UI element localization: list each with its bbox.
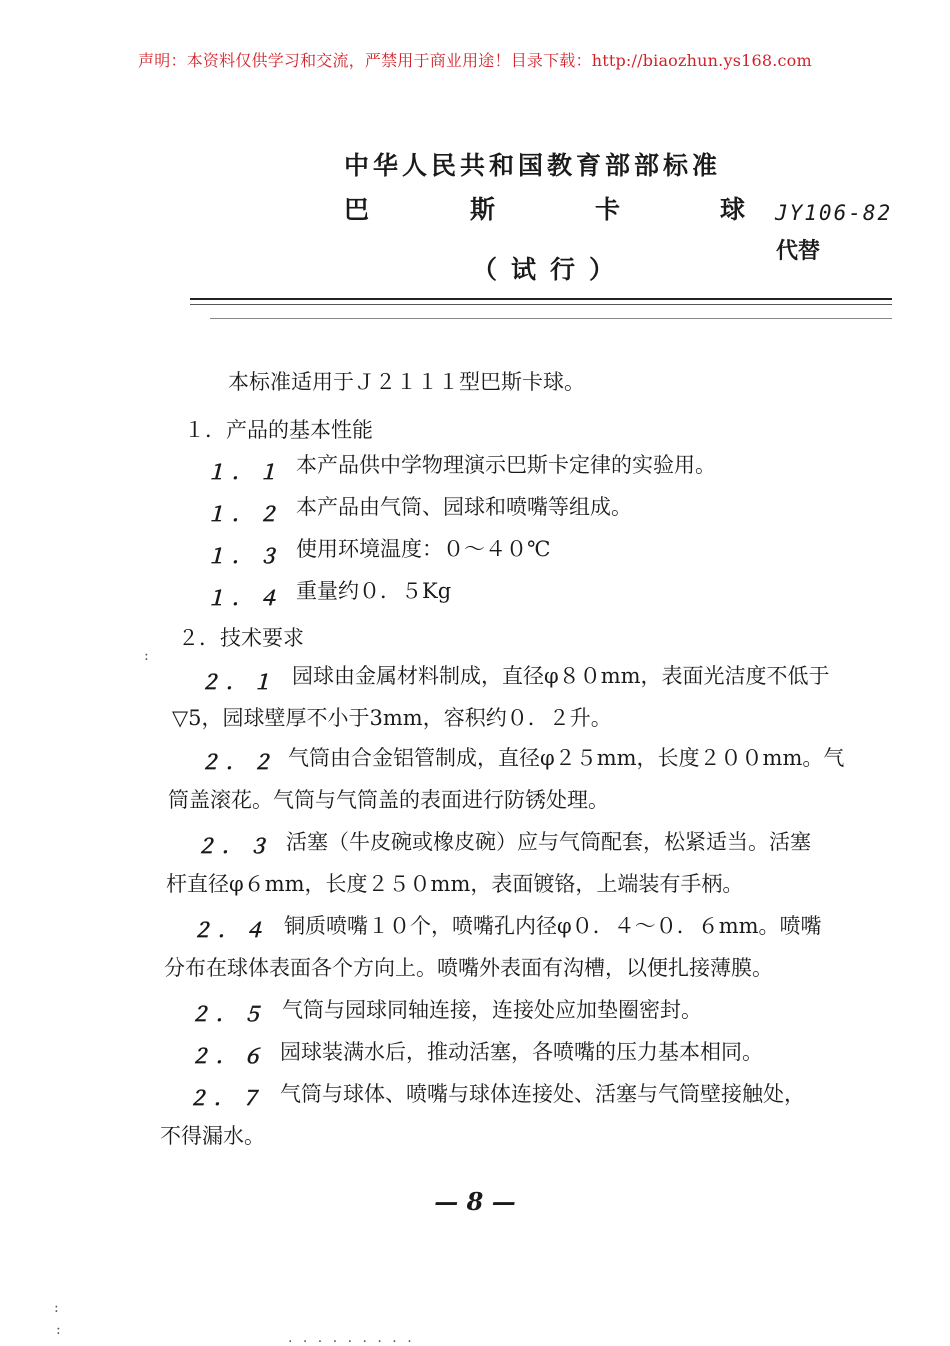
margin-mark: : bbox=[144, 648, 152, 664]
page-number: — 8 — bbox=[434, 1187, 516, 1216]
clause-1-1: 本产品供中学物理演示巴斯卡定律的实验用。 bbox=[296, 453, 716, 477]
clause-2-3-line2: 杆直径φ６mm，长度２５０mm，表面镀铬，上端装有手柄。 bbox=[166, 872, 744, 896]
clause-number: ２．２ bbox=[200, 750, 278, 774]
title-char: 巴 bbox=[344, 195, 370, 224]
clause-1-4: 重量约０．５Kg bbox=[296, 579, 452, 603]
clause-number: １．４ bbox=[206, 586, 284, 610]
section-2-title: ２．技术要求 bbox=[178, 626, 304, 650]
title-char: 斯 bbox=[470, 195, 496, 224]
clause-2-2-line2: 筒盖滚花。气筒与气筒盖的表面进行防锈处理。 bbox=[168, 788, 609, 812]
header-rule bbox=[190, 298, 892, 300]
clause-2-4-line2: 分布在球体表面各个方向上。喷嘴外表面有沟槽，以便扎接薄膜。 bbox=[164, 956, 773, 980]
scan-artifact: : bbox=[54, 1300, 62, 1316]
title-char: 球 bbox=[720, 195, 746, 224]
clause-number: １．２ bbox=[206, 502, 284, 526]
clause-number: １．１ bbox=[206, 460, 284, 484]
intro-paragraph: 本标准适用于Ｊ２１１１型巴斯卡球。 bbox=[228, 370, 585, 394]
standard-organization: 中华人民共和国教育部部标准 bbox=[344, 151, 722, 180]
header-rule bbox=[190, 304, 892, 305]
clause-number: ２．３ bbox=[196, 834, 274, 858]
clause-2-4-line1: 铜质喷嘴１０个，喷嘴孔内径φ０．４～０．６mm。喷嘴 bbox=[284, 914, 822, 938]
title-char: 卡 bbox=[595, 195, 621, 224]
clause-2-2-line1: 气筒由合金铝管制成，直径φ２５mm，长度２００mm。气 bbox=[288, 746, 845, 770]
trial-label: （试行） bbox=[472, 255, 629, 284]
scan-artifact: . . . . . . . . . bbox=[288, 1330, 415, 1346]
clause-2-3-line1: 活塞（牛皮碗或橡皮碗）应与气筒配套，松紧适当。活塞 bbox=[286, 830, 811, 854]
header-rule bbox=[210, 318, 892, 319]
standard-code: JY106-82 bbox=[775, 201, 893, 225]
scan-artifact: : bbox=[56, 1322, 64, 1338]
clause-1-3: 使用环境温度：０～４０℃ bbox=[296, 537, 551, 561]
clause-number: １．３ bbox=[206, 544, 284, 568]
clause-2-1-line2: ▽5，园球壁厚不小于3mm，容积约０．２升。 bbox=[172, 706, 612, 730]
replaces-label: 代替 bbox=[776, 238, 821, 264]
clause-2-1-line1: 园球由金属材料制成，直径φ８０mm，表面光洁度不低于 bbox=[292, 664, 830, 688]
clause-number: ２．４ bbox=[192, 918, 270, 942]
clause-number: ２．５ bbox=[190, 1002, 268, 1026]
clause-2-7-line2: 不得漏水。 bbox=[160, 1124, 265, 1148]
clause-number: ２．６ bbox=[190, 1044, 268, 1068]
clause-number: ２．７ bbox=[188, 1086, 266, 1110]
clause-1-2: 本产品由气筒、园球和喷嘴等组成。 bbox=[296, 495, 632, 519]
clause-2-7-line1: 气筒与球体、喷嘴与球体连接处、活塞与气筒壁接触处， bbox=[280, 1082, 805, 1106]
clause-number: ２．１ bbox=[200, 670, 278, 694]
clause-2-6: 园球装满水后，推动活塞，各喷嘴的压力基本相同。 bbox=[280, 1040, 763, 1064]
section-1-title: １．产品的基本性能 bbox=[184, 418, 373, 442]
copyright-notice: 声明：本资料仅供学习和交流，严禁用于商业用途！目录下载：http://biaozhun.ys168.com bbox=[138, 51, 812, 70]
clause-2-5: 气筒与园球同轴连接，连接处应加垫圈密封。 bbox=[282, 998, 702, 1022]
